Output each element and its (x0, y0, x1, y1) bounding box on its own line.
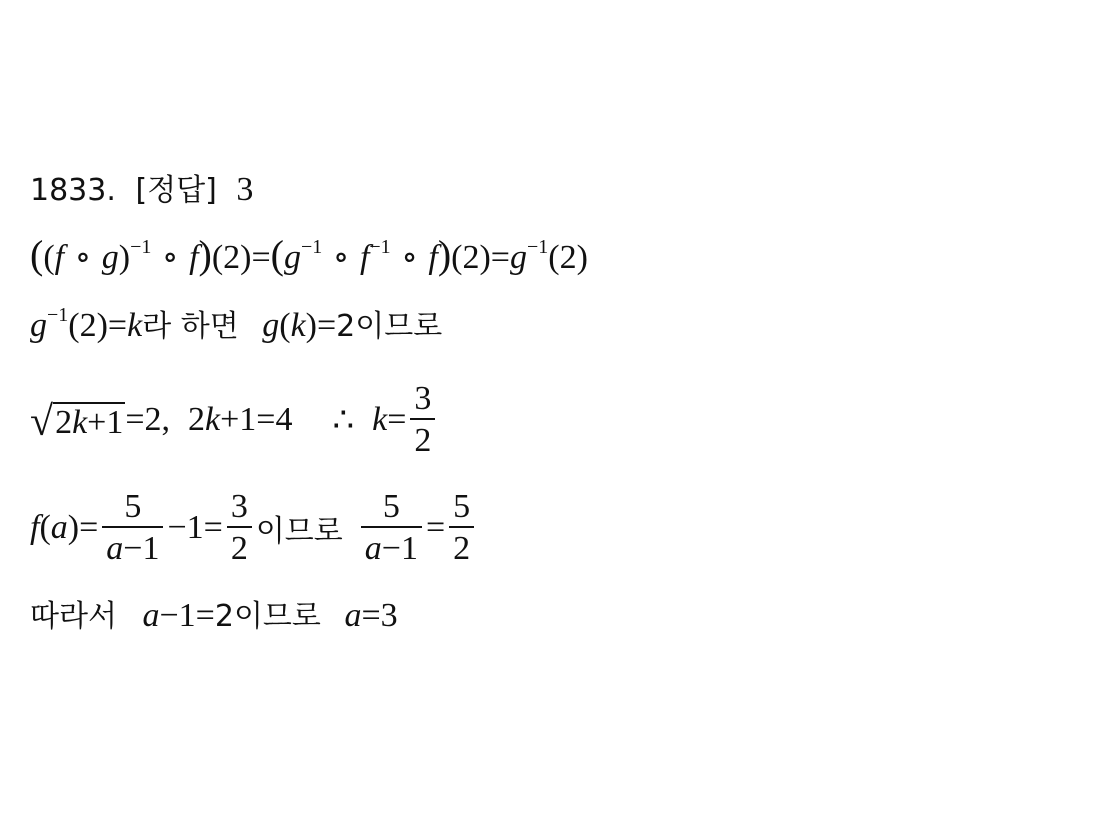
fraction-5-over-a-minus-1-b: $\frac{5}{a-1}$ (361, 488, 422, 568)
therefore-symbol: ∴ (332, 402, 355, 439)
equation-sqrt: √ 2k+1 =2, 2k+1=4 ∴ k= $\frac{3}{2}$ (30, 380, 439, 460)
text-imeuro-1: 이므로 (355, 309, 443, 344)
text-ttaraseo: 따라서 (30, 599, 117, 634)
text-ra-hamyeon: 라 하면 (142, 309, 239, 344)
text-imeuro-3: 이므로 (233, 599, 321, 634)
fraction-5-over-a-minus-1: $\frac{5}{a-1}$ (102, 488, 163, 568)
problem-number: 1833. (30, 173, 116, 208)
fraction-3-over-2: $\frac{3}{2}$ (410, 380, 435, 460)
answer-label: [정답] (135, 173, 217, 208)
sqrt-expression: √ 2k+1 (30, 399, 124, 446)
equation-substitution: $g^{-1}(2)=k$라 하면 g(k)=2이므로 (30, 304, 443, 344)
fraction-5-over-2: $\frac{5}{2}$ (449, 488, 474, 568)
answer-value: 3 (236, 171, 254, 208)
text-imeuro-2: 이므로 (255, 514, 343, 549)
answer-header (30, 172, 253, 209)
fraction-3-over-2-b: $\frac{3}{2}$ (227, 488, 252, 568)
equation-conclusion: 따라서 a−1=2이므로 a=3 (30, 597, 398, 634)
equation-f-of-a: f ( a )= $\frac{5}{a-1}$ −1= $\frac{3}{2}$ 이므로 $\frac{5}{a-1}$ = $\frac{5}{2}$ (30, 488, 478, 568)
equation-composition: ((f ∘ g)$^{-1}$ ∘ $f)(2)=(g^{-1}$ ∘ $f^{-1}$ ∘ $f)(2)=g^{-1}(2)$ (30, 232, 588, 277)
